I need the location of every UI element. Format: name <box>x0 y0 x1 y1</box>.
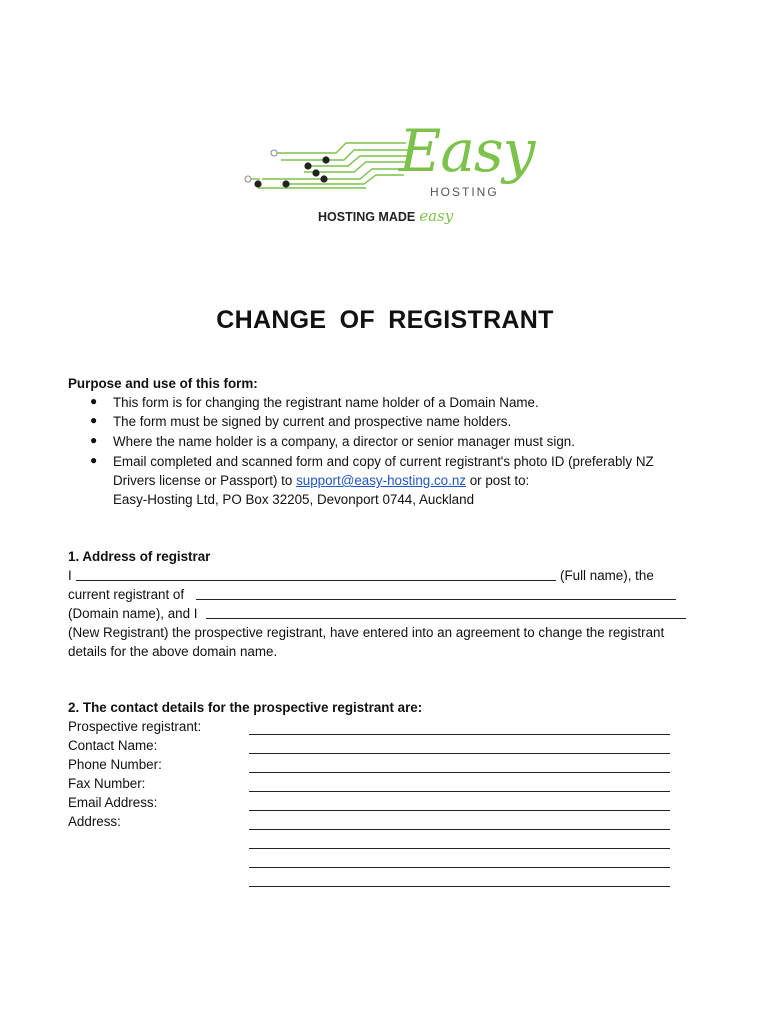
purpose-bullet-4: Email completed and scanned form and copy of current registrant's photo ID (preferably NZ <box>113 454 654 469</box>
bullet-dot: ● <box>90 394 98 408</box>
contact-name-blank[interactable] <box>249 753 670 754</box>
section1-line1-start: I <box>68 568 72 583</box>
easy-hosting-logo <box>236 118 536 233</box>
support-email-link[interactable]: support@easy-hosting.co.nz <box>296 473 466 488</box>
section1-heading: 1. Address of registrar <box>68 549 211 564</box>
prospective-registrant-blank[interactable] <box>249 734 670 735</box>
address-blank-1[interactable] <box>249 829 670 830</box>
fax-number-blank[interactable] <box>249 791 670 792</box>
logo-subtext: HOSTING <box>430 185 499 199</box>
purpose-bullet-4-line2 <box>113 471 529 490</box>
current-domain-blank[interactable] <box>196 599 676 600</box>
purpose-bullet-4-line3: Easy-Hosting Ltd, PO Box 32205, Devonport 0744, Auckland <box>113 492 475 507</box>
purpose-bullet-3: Where the name holder is a company, a director or senior manager must sign. <box>113 434 575 449</box>
purpose-heading: Purpose and use of this form: <box>68 376 258 391</box>
address-blank-4[interactable] <box>249 886 670 887</box>
field-label-contact-name: Contact Name: <box>68 738 158 753</box>
section1-line4: (New Registrant) the prospective registrant, have entered into an agreement to change the registrant <box>68 625 665 640</box>
field-label-email-address: Email Address: <box>68 795 158 810</box>
logo-tagline-script: easy <box>419 207 454 225</box>
new-registrant-blank[interactable] <box>206 618 686 619</box>
logo-tagline-text: HOSTING MADE <box>318 210 416 224</box>
section2-heading: 2. The contact details for the prospective registrant are: <box>68 700 423 715</box>
address-blank-3[interactable] <box>249 867 670 868</box>
field-label-fax-number: Fax Number: <box>68 776 146 791</box>
section1-line3-start: (Domain name), and I <box>68 606 198 621</box>
page-title: CHANGE OF REGISTRANT <box>216 306 554 334</box>
section1-line2-start: current registrant of <box>68 587 185 602</box>
bullet-dot: ● <box>90 433 98 447</box>
bullet4-line2-after: or post to: <box>465 473 530 488</box>
section1-line1-end: (Full name), the <box>560 568 654 583</box>
logo-wordmark: Easy <box>399 117 535 185</box>
email-address-blank[interactable] <box>249 810 670 811</box>
field-label-address: Address: <box>68 814 121 829</box>
logo-tagline <box>318 207 453 225</box>
bullet-dot: ● <box>90 413 98 427</box>
section1-line5: details for the above domain name. <box>68 644 278 659</box>
field-label-prospective-registrant: Prospective registrant: <box>68 719 202 734</box>
bullet4-line2-before: Drivers license or Passport) to <box>113 473 297 488</box>
field-label-phone-number: Phone Number: <box>68 757 162 772</box>
purpose-bullet-2: The form must be signed by current and prospective name holders. <box>113 414 512 429</box>
bullet-dot: ● <box>90 453 98 467</box>
full-name-blank[interactable] <box>76 580 556 581</box>
purpose-bullet-1: This form is for changing the registrant name holder of a Domain Name. <box>113 395 539 410</box>
address-blank-2[interactable] <box>249 848 670 849</box>
phone-number-blank[interactable] <box>249 772 670 773</box>
